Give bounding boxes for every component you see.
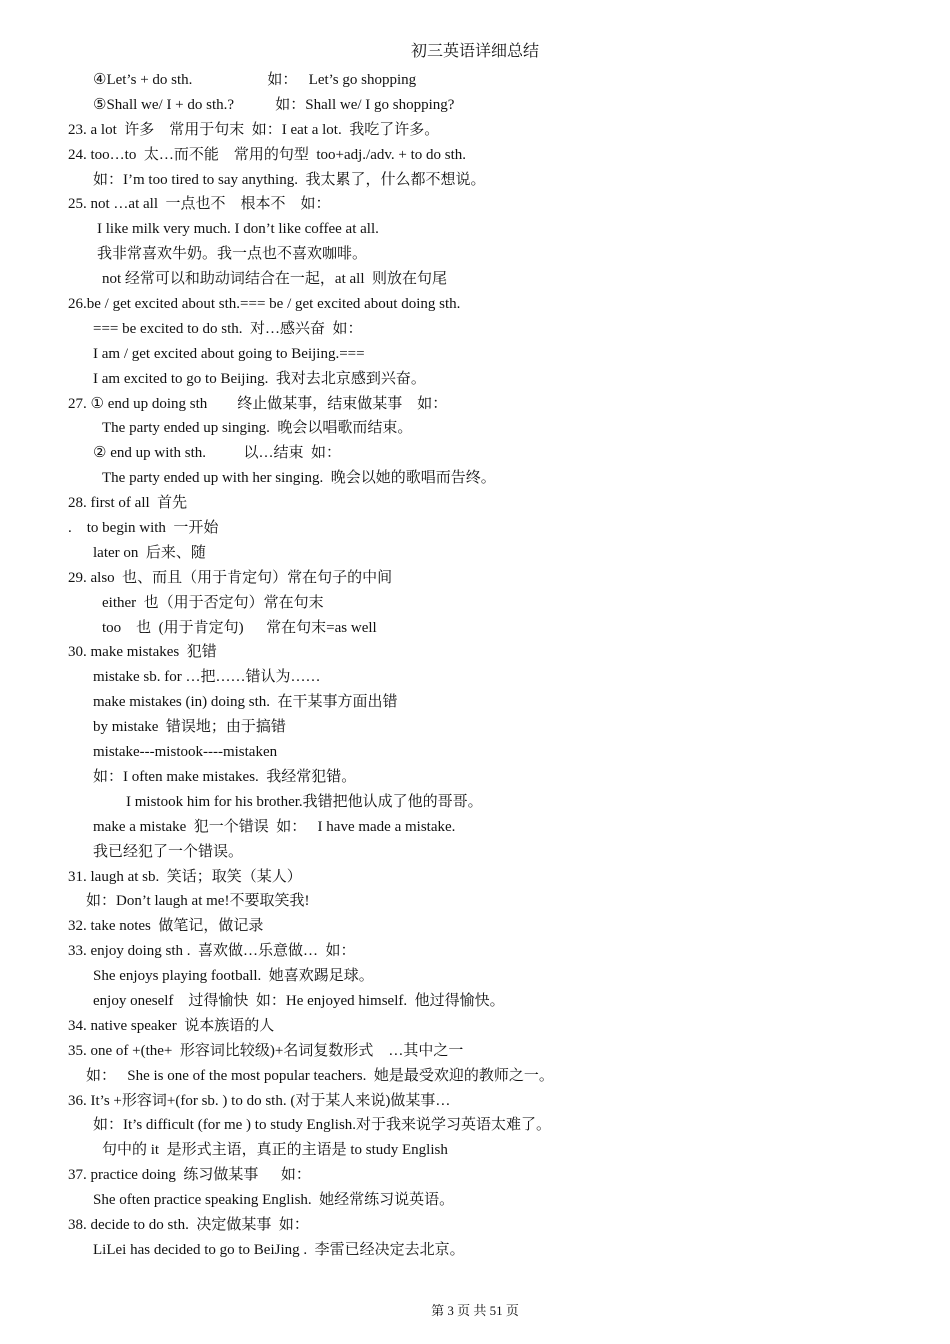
text-line: 38. decide to do sth. 决定做某事 如：: [68, 1216, 309, 1233]
text-line: 32. take notes 做笔记，做记录: [68, 918, 264, 935]
text-line: 36. It’s +形容词+(for sb. ) to do sth. (对于某人来说)做某事…: [68, 1092, 451, 1109]
text-line: 我已经犯了一个错误。: [93, 843, 244, 860]
text-line: 34. native speaker 说本族语的人: [68, 1017, 275, 1034]
text-line: ⑤Shall we/ I + do sth.? 如：Shall we/ I go shopping?: [93, 96, 455, 113]
text-line: later on 后来、随: [93, 544, 206, 561]
text-line: by mistake 错误地；由于搞错: [93, 719, 286, 736]
text-line: 如：It’s difficult (for me ) to study English.对于我来说学习英语太难了。: [93, 1117, 552, 1134]
text-line: mistake---mistook----mistaken: [93, 744, 278, 761]
text-line: 29. also 也、而且（用于肯定句）常在句子的中间: [68, 569, 393, 586]
text-line: 句中的 it 是形式主语，真正的主语是 to study English: [102, 1142, 448, 1159]
text-line: either 也（用于否定句）常在句末: [102, 594, 324, 611]
text-line: 如：I’m too tired to say anything. 我太累了，什么都不想说。: [93, 171, 486, 188]
text-line: 如：Don’t laugh at me!不要取笑我!: [86, 893, 310, 910]
text-line: 26.be / get excited about sth.=== be / get excited about doing sth.: [68, 296, 461, 313]
text-line: 28. first of all 首先: [68, 495, 188, 512]
text-line: I mistook him for his brother.我错把他认成了他的哥哥。: [126, 793, 483, 810]
text-line: mistake sb. for …把……错认为……: [93, 669, 321, 686]
text-line: I like milk very much. I don’t like coffee at all.: [97, 221, 379, 238]
text-line: 30. make mistakes 犯错: [68, 644, 217, 661]
text-line: too 也 (用于肯定句) 常在句末=as well: [102, 619, 377, 636]
text-line: I am excited to go to Beijing. 我对去北京感到兴奋。: [93, 370, 426, 387]
text-line: 我非常喜欢牛奶。我一点也不喜欢咖啡。: [97, 246, 368, 263]
text-line: 25. not …at all 一点也不 根本不 如：: [68, 196, 331, 213]
text-line: 24. too…to 太…而不能 常用的句型 too+adj./adv. + to do sth.: [68, 146, 467, 163]
text-line: make mistakes (in) doing sth. 在干某事方面出错: [93, 694, 398, 711]
text-line: LiLei has decided to go to BeiJing . 李雷已经决定去北京。: [93, 1241, 465, 1258]
text-line: 27. ① end up doing sth 终止做某事，结束做某事 如：: [68, 395, 448, 412]
text-line: 33. enjoy doing sth . 喜欢做…乐意做… 如：: [68, 943, 356, 960]
text-line: 如： She is one of the most popular teachers. 她是最受欢迎的教师之一。: [86, 1067, 554, 1084]
text-line: 31. laugh at sb. 笑话；取笑（某人）: [68, 868, 302, 885]
text-line: make a mistake 犯一个错误 如： I have made a mistake.: [93, 818, 456, 835]
page-footer: 第 3 页 共 51 页: [431, 1303, 519, 1318]
text-line: I am / get excited about going to Beijing.===: [93, 345, 365, 362]
text-line: ④Let’s + do sth. 如： Let’s go shopping: [93, 72, 417, 88]
text-line: 如：I often make mistakes. 我经常犯错。: [93, 768, 357, 785]
text-line: === be excited to do sth. 对…感兴奋 如：: [93, 320, 363, 337]
document-body: [0, 68, 950, 1263]
text-line: She often practice speaking English. 她经常练习说英语。: [93, 1192, 455, 1209]
text-line: . to begin with 一开始: [68, 520, 219, 537]
page-title: 初三英语详细总结: [410, 41, 539, 60]
text-line: The party ended up singing. 晚会以唱歌而结束。: [102, 420, 413, 437]
text-line: She enjoys playing football. 她喜欢踢足球。: [93, 968, 374, 985]
text-line: enjoy oneself 过得愉快 如：He enjoyed himself. 他过得愉快。: [93, 992, 505, 1009]
text-line: 23. a lot 许多 常用于句末 如：I eat a lot. 我吃了许多。: [68, 121, 440, 138]
text-line: 37. practice doing 练习做某事 如：: [68, 1167, 311, 1184]
text-line: 35. one of +(the+ 形容词比较级)+名词复数形式 …其中之一: [68, 1042, 464, 1059]
text-line: ② end up with sth. 以…结束 如：: [93, 445, 342, 462]
text-line: The party ended up with her singing. 晚会以她的歌唱而告终。: [102, 470, 496, 487]
text-line: not 经常可以和助动词结合在一起，at all 则放在句尾: [102, 271, 447, 288]
